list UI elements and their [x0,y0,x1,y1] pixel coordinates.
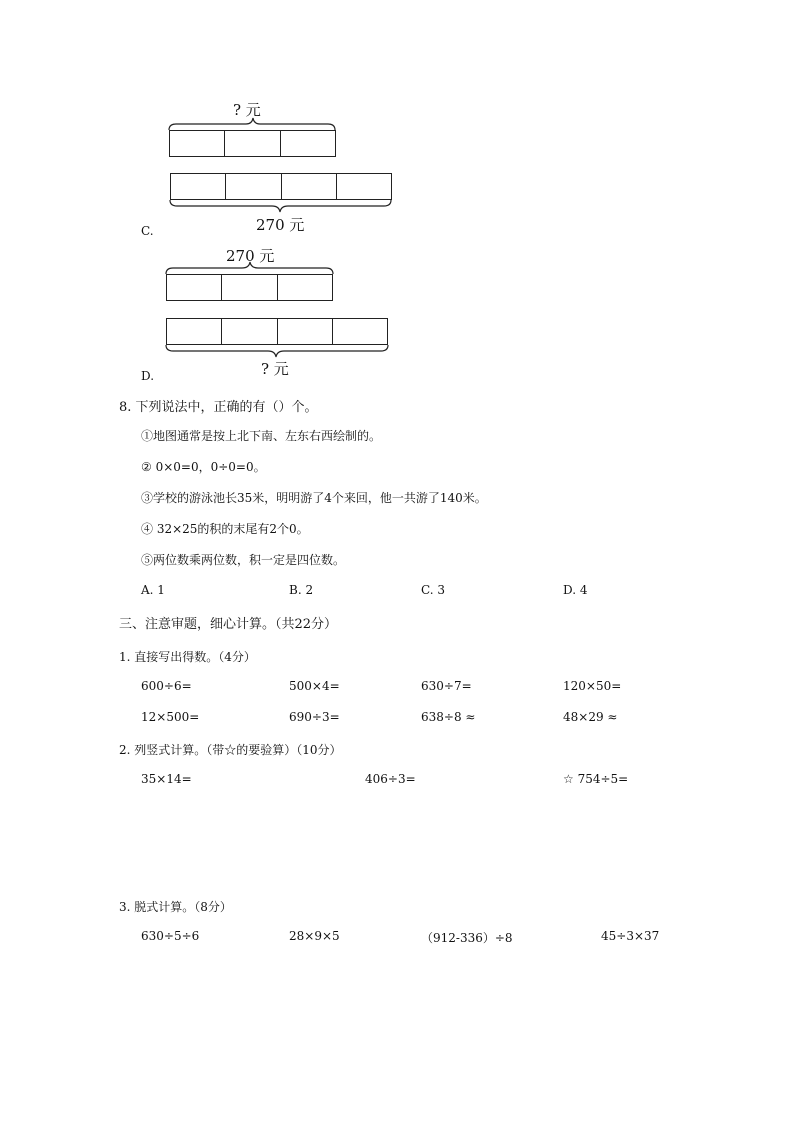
option-c-bottom-label: 270 元 [256,216,305,234]
bar-segment [221,274,278,301]
vertical-calc-item: 406÷3= [365,772,416,786]
option-c-top-label: ? 元 [233,101,261,119]
statement-2: ② 0×0=0，0÷0=0。 [141,460,266,474]
problem-1-title: 1. 直接写出得数。（4分） [119,650,256,664]
statement-1: ①地图通常是按上北下南、左东右西绘制的。 [141,429,382,443]
choice-c: C. 3 [421,583,446,597]
option-c-letter: C. [141,224,154,238]
option-d-braces [0,0,794,400]
calc-item: 48×29 ≈ [563,710,618,724]
calc-item: 12×500= [141,710,200,724]
question-8-title: 8. 下列说法中，正确的有（）个。 [119,400,318,415]
option-d-bottom-label: ? 元 [261,360,289,378]
vertical-calc-item: 35×14= [141,772,192,786]
calc-item: 500×4= [289,679,340,693]
stepwise-calc-item: （912-336）÷8 [421,931,513,945]
choice-b: B. 2 [289,583,314,597]
calc-item: 630÷7= [421,679,472,693]
bottom-brace [166,345,388,357]
calc-item: 638÷8 ≈ [421,710,476,724]
vertical-calc-item: ☆ 754÷5= [563,772,629,786]
option-d-top-label: 270 元 [226,247,275,265]
bar-segment [166,274,222,301]
bar-segment [221,318,278,345]
bar-segment [277,274,333,301]
statement-3: ③学校的游泳池长35米，明明游了4个来回，他一共游了140米。 [141,491,487,505]
problem-2-title: 2. 列竖式计算。（带☆的要验算）（10分） [119,743,342,757]
problem-3-title: 3. 脱式计算。（8分） [119,900,232,914]
stepwise-calc-item: 630÷5÷6 [141,929,200,943]
stepwise-calc-item: 28×9×5 [289,929,340,943]
section-3-title: 三、注意审题，细心计算。（共22分） [119,617,338,632]
stepwise-calc-item: 45÷3×37 [601,929,660,943]
statement-4: ④ 32×25的积的末尾有2个0。 [141,522,309,536]
choice-d: D. 4 [563,583,588,597]
option-d-letter: D. [141,369,155,383]
top-brace [166,262,333,274]
bar-segment [277,318,333,345]
bar-segment [332,318,388,345]
statement-5: ⑤两位数乘两位数，积一定是四位数。 [141,553,346,567]
calc-item: 120×50= [563,679,622,693]
choice-a: A. 1 [141,583,165,597]
calc-item: 600÷6= [141,679,192,693]
bar-segment [166,318,222,345]
calc-item: 690÷3= [289,710,340,724]
